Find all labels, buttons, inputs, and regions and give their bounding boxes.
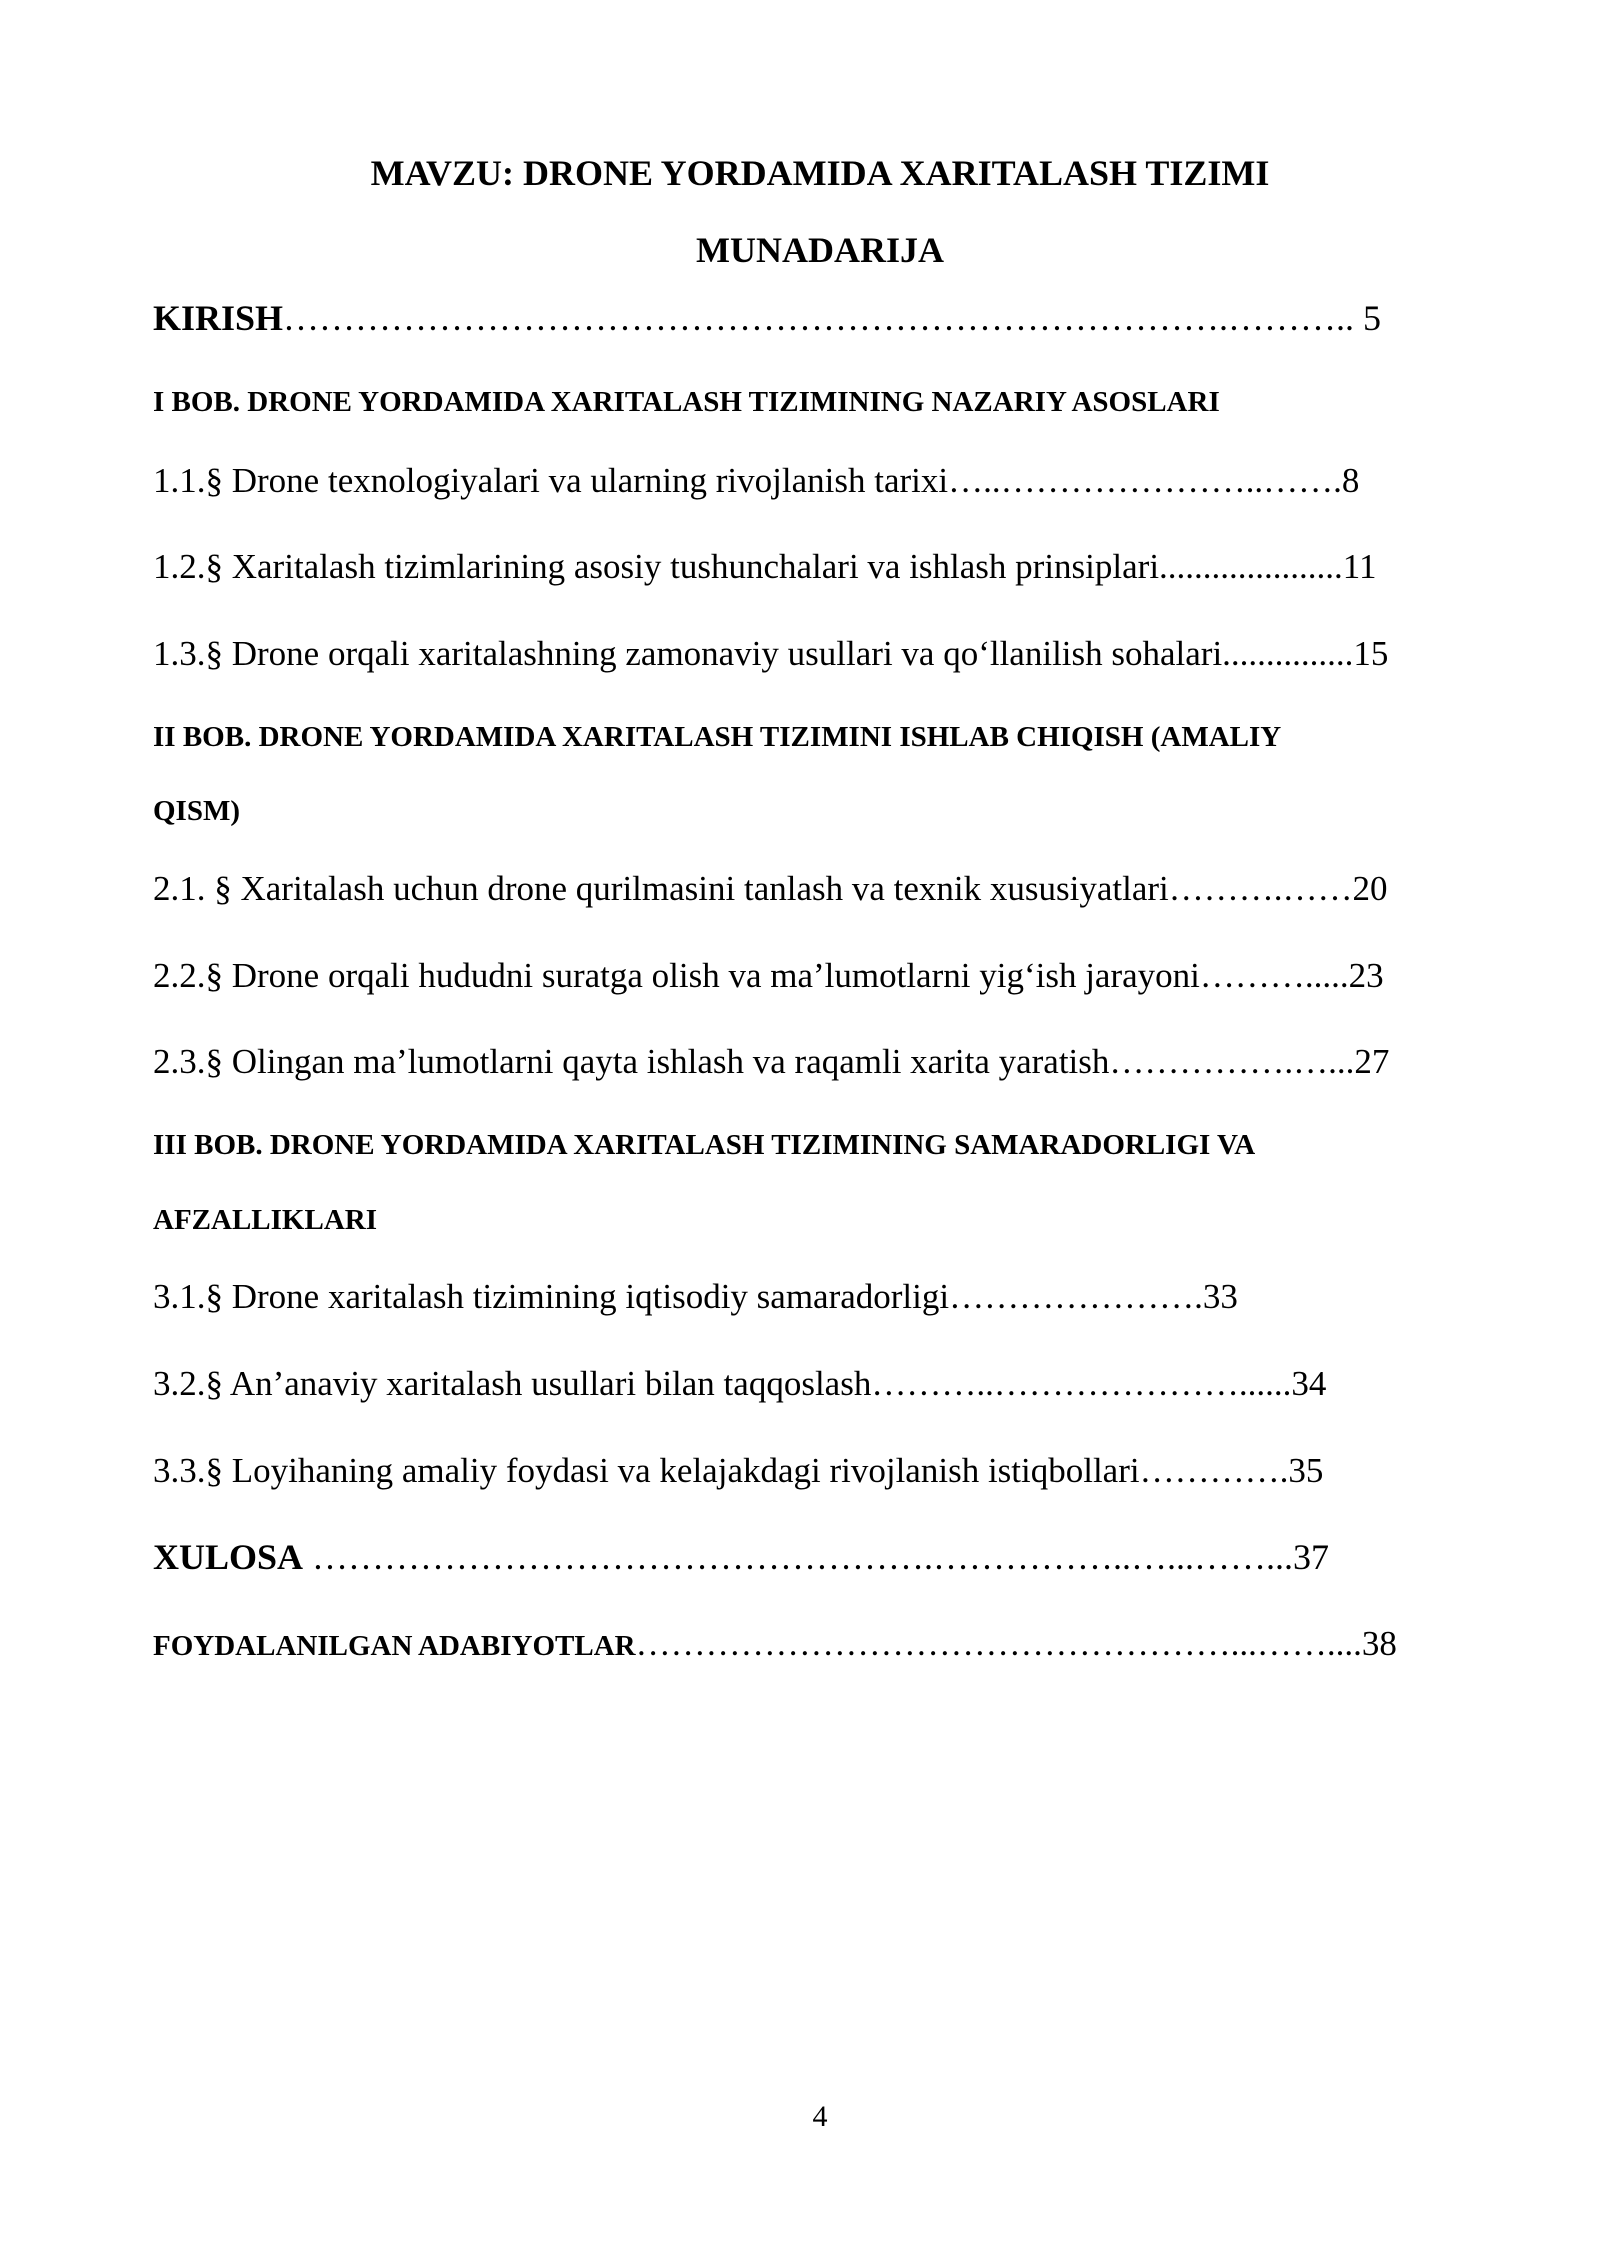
toc-entry-references-label: FOYDALANILGAN ADABIYOTLAR [153, 1630, 636, 1662]
toc-entry-references [153, 1624, 1397, 1664]
toc-chapter-2-line-2: QISM) [153, 795, 240, 827]
toc-entry-2-1: 2.1. § Xaritalash uchun drone qurilmasini tanlash va texnik xususiyatlari……….……20 [153, 869, 1388, 908]
toc-entry-1-3: 1.3.§ Drone orqali xaritalashning zamonaviy usullari va qo‘llanilish sohalari...............15 [153, 634, 1389, 673]
toc-entry-3-1: 3.1.§ Drone xaritalash tizimining iqtisodiy samaradorligi………………….33 [153, 1277, 1238, 1316]
toc-entry-3-2: 3.2.§ An’anaviy xaritalash usullari bilan taqqoslash………..…………………......34 [153, 1364, 1327, 1403]
toc-chapter-3-line-2: AFZALLIKLARI [153, 1204, 377, 1236]
toc-entry-conclusion [153, 1536, 1329, 1578]
page-number: 4 [812, 2100, 828, 2133]
toc-entry-2-2: 2.2.§ Drone orqali hududni suratga olish va ma’lumotlarni yig‘ish jarayoni……….....23 [153, 956, 1384, 995]
toc-entry-intro-label: KIRISH [153, 298, 284, 338]
contents-title: MUNADARIJA [696, 230, 944, 270]
toc-entry-references-leader: ……………………………………………...……....38 [635, 1624, 1397, 1663]
toc-entry-2-3: 2.3.§ Olingan ma’lumotlarni qayta ishlash va raqamli xarita yaratish…………….…...27 [153, 1042, 1390, 1081]
toc-entry-1-2: 1.2.§ Xaritalash tizimlarining asosiy tushunchalari va ishlash prinsiplari.....................11 [153, 547, 1377, 586]
toc-chapter-3-line-1: III BOB. DRONE YORDAMIDA XARITALASH TIZIMINING SAMARADORLIGI VA [153, 1129, 1256, 1161]
topic-title: MAVZU: DRONE YORDAMIDA XARITALASH TIZIMI [370, 153, 1270, 193]
toc-entry-conclusion-label: XULOSA [153, 1537, 304, 1577]
toc-entry-intro [153, 297, 1381, 339]
toc-entry-3-3: 3.3.§ Loyihaning amaliy foydasi va kelajakdagi rivojlanish istiqbollari………….35 [153, 1451, 1324, 1490]
toc-chapter-1: I BOB. DRONE YORDAMIDA XARITALASH TIZIMINING NAZARIY ASOSLARI [153, 386, 1220, 418]
toc-entry-conclusion-leader: …………………………………………….……………..…...……...37 [303, 1537, 1330, 1577]
toc-chapter-2-line-1: II BOB. DRONE YORDAMIDA XARITALASH TIZIMINI ISHLAB CHIQISH (AMALIY [153, 721, 1282, 753]
toc-entry-intro-leader: …………………………………………………………………….……….. 5 [283, 298, 1382, 338]
toc-entry-1-1: 1.1.§ Drone texnologiyalari va ularning rivojlanish tarixi…..…………………..…….8 [153, 461, 1360, 500]
